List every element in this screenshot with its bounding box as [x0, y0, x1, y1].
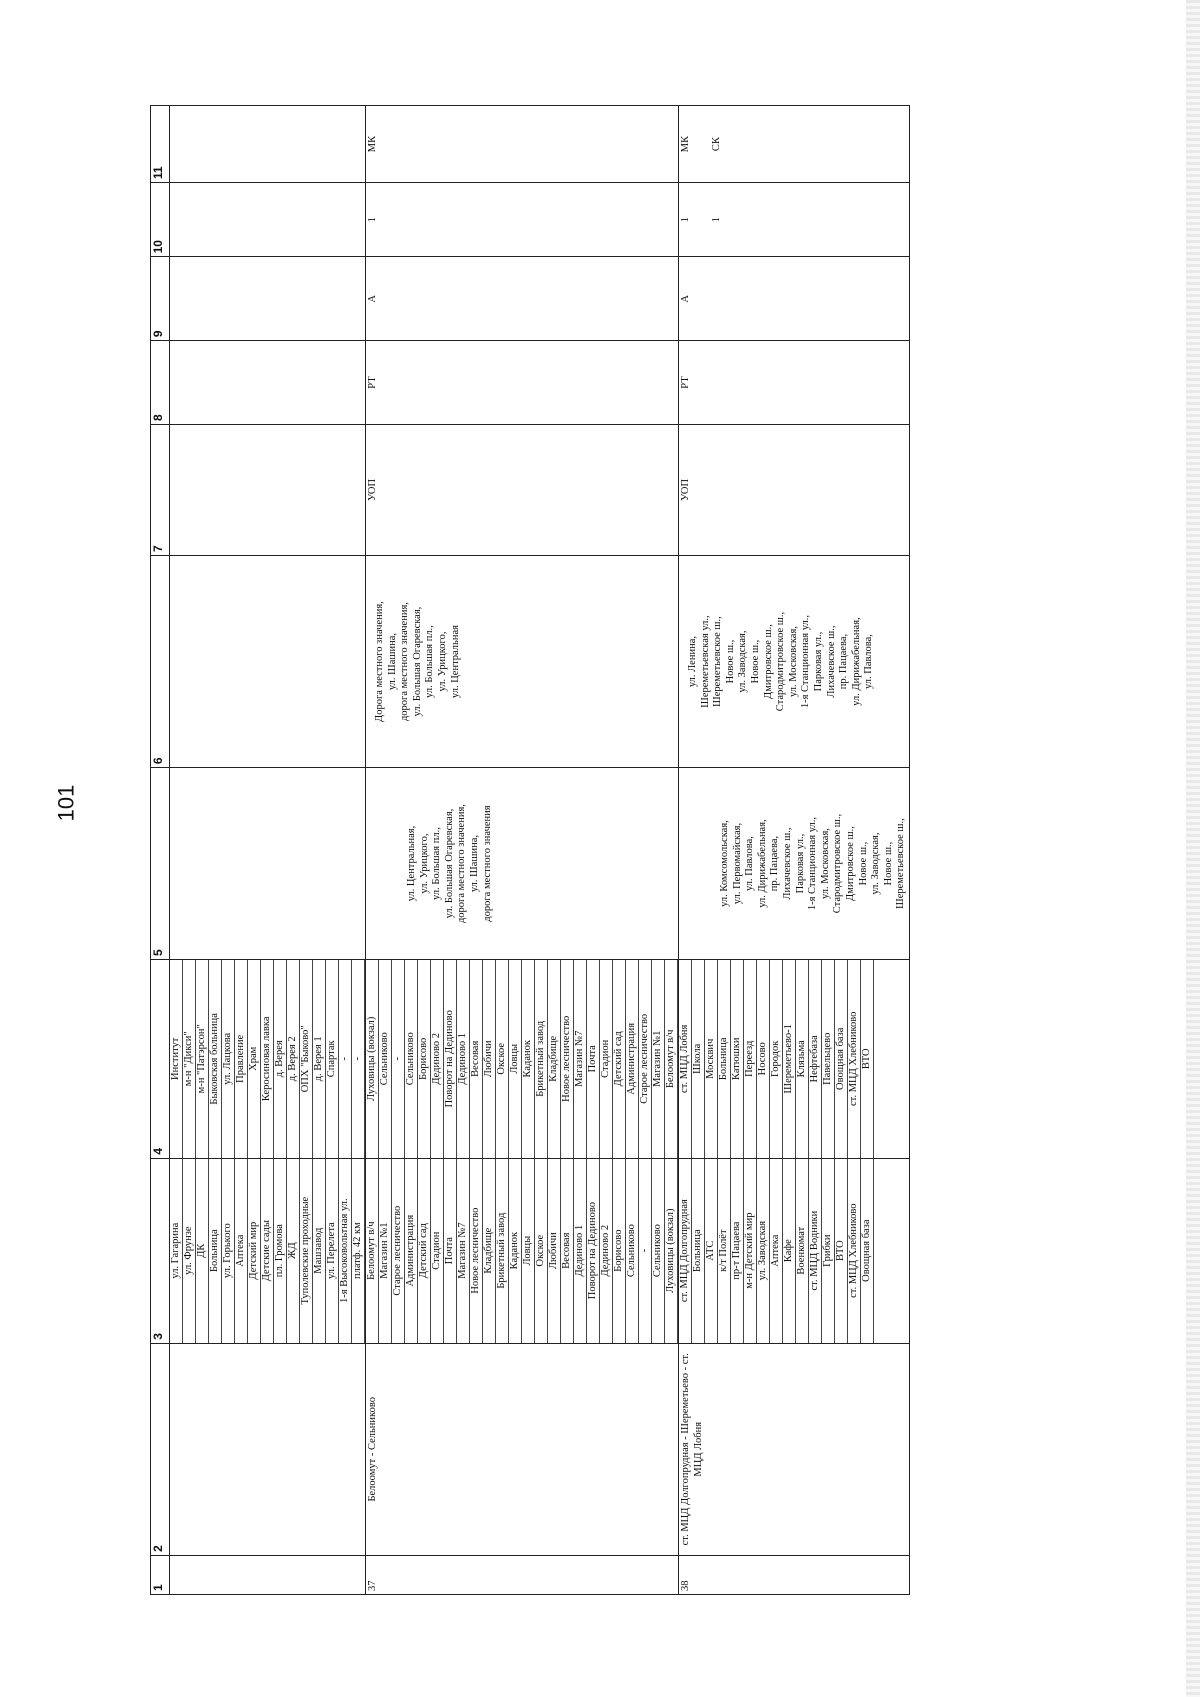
stop-name: Керосиновая лавка	[261, 960, 274, 1158]
col8-cell	[170, 341, 366, 425]
stop-name: Весовая	[561, 1159, 574, 1343]
stop-name: ул. Лацкова	[222, 960, 235, 1158]
stops-back-list	[679, 960, 874, 1158]
stop-name: ЖД	[287, 1159, 300, 1343]
stop-name: Брикетный завод	[535, 960, 548, 1158]
col10-cell	[170, 183, 366, 257]
page-number: 101	[53, 784, 79, 822]
stop-name: Поворот на Дединово	[587, 1159, 600, 1343]
street-name: Дорога местного значения,	[374, 601, 385, 722]
stop-name: Окское	[496, 960, 509, 1158]
streets-forward-cell	[366, 768, 679, 960]
street-name: Новое ш.,	[857, 841, 869, 886]
stop-name: 1-я Высоковольтная ул.	[339, 1159, 352, 1343]
street-name: ул. Московская,	[819, 828, 831, 900]
stop-name: м-н "Дикси"	[183, 960, 196, 1158]
street-name: Стародмитровское ш.,	[775, 611, 787, 712]
stop-name: д. Верея 1	[313, 960, 326, 1158]
header-col-2: 2	[151, 1343, 170, 1555]
stop-name: Школа	[692, 960, 705, 1158]
stop-name: Новое лесничество	[470, 1159, 483, 1343]
stop-name: Грибки	[822, 1159, 835, 1343]
stop-name: Носово	[757, 960, 770, 1158]
stop-name: Детский сад	[613, 960, 626, 1158]
stop-name: Больница	[209, 1159, 222, 1343]
stop-name: Кладбище	[483, 1159, 496, 1343]
stop-name: ст. МЦД Хлебниково	[848, 1159, 861, 1343]
stop-name: Стадион	[600, 960, 613, 1158]
stop-name: Нефтебаза	[809, 960, 822, 1158]
street-name: 1-я Станционная ул.,	[807, 816, 819, 911]
stop-name: м-н Детский мир	[744, 1159, 757, 1343]
col8-cell: РТ	[366, 341, 679, 425]
stop-name: ул. Заводская	[757, 1159, 770, 1343]
header-col-9: 9	[151, 257, 170, 341]
stop-name: Администрация	[626, 960, 639, 1158]
stop-name: Дединово 1	[457, 960, 470, 1158]
stops-back-list	[366, 960, 678, 1158]
header-col-8: 8	[151, 341, 170, 425]
col11-cell	[170, 106, 366, 183]
street-name: Дмитровское ш.,	[844, 826, 856, 901]
stop-name: Каданок	[522, 960, 535, 1158]
street-name: Парковая ул.,	[794, 833, 806, 894]
stop-name: Луховицы (вокзал)	[366, 960, 379, 1158]
street-name: ул. Дирижабельная,	[756, 819, 768, 908]
stop-name: Новое лесничество	[561, 960, 574, 1158]
stop-name: Поворот на Дединово	[444, 960, 457, 1158]
stop-name: ст. МЦД Хлебниково	[848, 960, 861, 1158]
route-number-cell	[170, 1555, 366, 1594]
street-name: ул. Дирижабельная,	[850, 617, 862, 706]
stop-name: Дединово 1	[574, 1159, 587, 1343]
rotated-table-container	[150, 105, 1135, 1595]
col10-value: 1	[680, 217, 691, 223]
street-name: Шереметьевская ул.,	[699, 615, 711, 708]
stop-name: Любичи	[483, 960, 496, 1158]
stop-name: Овощная база	[835, 960, 848, 1158]
col7-cell: УОП	[679, 424, 910, 555]
stop-name: -	[339, 960, 352, 1158]
street-name: ул. Центральная	[449, 625, 461, 699]
stop-name: Шереметьево-1	[783, 960, 796, 1158]
stop-name: Магазин №7	[574, 960, 587, 1158]
stop-name: Машзавод	[313, 1159, 326, 1343]
street-name: ул. Ленина,	[687, 636, 698, 688]
stop-name: Белоомут в/ч	[366, 1159, 379, 1343]
route-number-cell: 37	[366, 1555, 679, 1594]
col10-extra-value: 1	[710, 217, 722, 223]
street-name: 1-я Станционная ул.,	[800, 614, 812, 709]
street-name: ул. Урицкого,	[418, 833, 430, 894]
stop-name: Магазин №7	[457, 1159, 470, 1343]
stop-name: Военкомат	[796, 1159, 809, 1343]
stop-name: Любичи	[548, 1159, 561, 1343]
stop-name: Спартак	[326, 960, 339, 1158]
stop-name: Каданок	[509, 1159, 522, 1343]
street-name: Новое ш.,	[724, 639, 736, 684]
streets-forward-list	[719, 771, 908, 956]
streets-back-list	[374, 559, 462, 764]
header-col-7: 7	[151, 424, 170, 555]
stops-back-list	[170, 960, 365, 1158]
stop-name: Борисово	[613, 1159, 626, 1343]
street-name: ул. Шашина,	[386, 633, 398, 691]
stop-name: Ловцы	[509, 960, 522, 1158]
stop-name: д. Верея	[274, 960, 287, 1158]
stop-name: Городок	[770, 960, 783, 1158]
stop-name: Администрация	[405, 1159, 418, 1343]
street-name: пр. Пацаева,	[838, 633, 850, 690]
stop-name: Ловцы	[522, 1159, 535, 1343]
stop-name: Магазин №1	[379, 1159, 392, 1343]
street-name: дорога местного значения,	[456, 804, 468, 924]
stop-name: Весовая	[470, 960, 483, 1158]
stop-name: Белоомут в/ч	[665, 960, 678, 1158]
stop-name: Храм	[248, 960, 261, 1158]
stop-name: Правление	[235, 960, 248, 1158]
street-name: дорога местного значения	[481, 805, 493, 922]
street-name: Шереметьевское ш.,	[712, 616, 724, 707]
street-name: ул. Большая Огаревская,	[443, 808, 455, 919]
street-name: Дмитровское ш.,	[762, 624, 774, 699]
header-col-4: 4	[151, 959, 170, 1158]
stop-name: ст. МЦД Лобня	[679, 960, 692, 1158]
stop-name: Сельниково	[652, 1159, 665, 1343]
route-name-cell: ст. МЦД Долгопрудная - Шереметьево - ст. МЦД Лобня	[679, 1343, 910, 1555]
stop-name: Луховицы (вокзал)	[665, 1159, 678, 1343]
stop-name: Кафе	[783, 1159, 796, 1343]
streets-forward-list	[406, 771, 494, 956]
stop-name: ВТО	[861, 960, 874, 1158]
stop-name: -	[352, 960, 365, 1158]
stop-name: -	[639, 1159, 652, 1343]
street-name: ул. Первомайская,	[731, 822, 743, 905]
col11-cell	[679, 106, 910, 183]
street-name: Стародмитровское ш.,	[832, 813, 844, 914]
streets-back-cell	[170, 556, 366, 768]
col11-extra-value: СК	[710, 137, 722, 152]
table-body	[170, 106, 910, 1595]
route-name-cell	[170, 1343, 366, 1555]
stop-name: Сельниково	[379, 960, 392, 1158]
table-row	[679, 106, 910, 1595]
col7-cell	[170, 424, 366, 555]
stop-name: Брикетный завод	[496, 1159, 509, 1343]
street-name: ул. Заводская,	[870, 832, 882, 895]
stop-name: Москвич	[705, 960, 718, 1158]
street-name: Шереметьевское ш.,	[895, 818, 907, 909]
stop-name: ул. Горького	[222, 1159, 235, 1343]
stop-name: Больница	[718, 960, 731, 1158]
street-name: ул. Урицкого,	[436, 631, 448, 692]
stop-name: ст. МЦД Водники	[809, 1159, 822, 1343]
stop-name: Дединово 2	[600, 1159, 613, 1343]
header-col-6: 6	[151, 556, 170, 768]
stop-name: Почта	[587, 960, 600, 1158]
stop-name: м-н "Патэрсон"	[196, 960, 209, 1158]
street-name: ул. Большая пл.,	[431, 827, 443, 900]
col10-cell	[679, 183, 910, 257]
street-name: Новое ш.,	[882, 841, 894, 886]
street-name: ул. Павлова,	[744, 836, 756, 892]
stop-name: ул. Фрунзе	[183, 1159, 196, 1343]
stop-name: Клязьма	[796, 960, 809, 1158]
table-row	[366, 106, 679, 1595]
stop-name: Сельниково	[626, 1159, 639, 1343]
stops-forward-cell	[170, 1158, 366, 1343]
stops-back-cell	[366, 959, 679, 1158]
col11-value: МК	[680, 135, 691, 153]
stop-name: ул. Гагарина	[170, 1159, 183, 1343]
header-col-11: 11	[151, 106, 170, 183]
street-name: Новое ш.,	[749, 639, 761, 684]
street-name: Лихачевское ш.,	[781, 827, 793, 900]
col7-cell: УОП	[366, 424, 679, 555]
stop-name: Переезд	[744, 960, 757, 1158]
stop-name: ОПХ "Быково"	[300, 960, 313, 1158]
streets-forward-cell	[679, 768, 910, 960]
stops-forward-cell	[366, 1158, 679, 1343]
stops-forward-cell	[679, 1158, 910, 1343]
col11-cell: МК	[366, 106, 679, 183]
street-name: ул. Павлова,	[863, 634, 875, 690]
stop-name: Аптека	[235, 1159, 248, 1343]
stop-name: Сельниково	[405, 960, 418, 1158]
street-name: пр. Пацаева,	[769, 835, 781, 892]
street-name: Лихачевское ш.,	[825, 625, 837, 698]
col9-cell: А	[366, 257, 679, 341]
header-row	[151, 106, 170, 1595]
stops-forward-list	[679, 1159, 874, 1343]
table-row	[170, 106, 366, 1595]
street-name: ул. Комсомольская,	[719, 820, 730, 907]
stop-name: Детский мир	[248, 1159, 261, 1343]
stop-name: Быковская больница	[209, 960, 222, 1158]
stops-forward-list	[170, 1159, 365, 1343]
stop-name: Кладбище	[548, 960, 561, 1158]
stop-name: пл. Громова	[274, 1159, 287, 1343]
header-col-3: 3	[151, 1158, 170, 1343]
street-name: ул. Шашина,	[468, 834, 480, 893]
stop-name: Магазин №1	[652, 960, 665, 1158]
stop-name: -	[392, 960, 405, 1158]
stops-back-cell	[170, 959, 366, 1158]
col10-cell: 1	[366, 183, 679, 257]
route-number-cell: 38	[679, 1555, 910, 1594]
stop-name: Старое лесничество	[392, 1159, 405, 1343]
street-name: ул. Заводская,	[737, 630, 749, 693]
street-name: ул. Центральная,	[406, 825, 417, 902]
street-name: Парковая ул.,	[812, 631, 824, 692]
stop-name: Дединово 2	[431, 960, 444, 1158]
header-col-1: 1	[151, 1555, 170, 1594]
col9-cell	[170, 257, 366, 341]
stop-name: Стадион	[431, 1159, 444, 1343]
streets-back-cell	[679, 556, 910, 768]
header-col-5: 5	[151, 768, 170, 960]
stop-name: ст. МЦД Долгопрудная	[679, 1159, 692, 1343]
stop-name: Детский сад	[418, 1159, 431, 1343]
streets-forward-cell	[170, 768, 366, 960]
stop-name: ул. Перелета	[326, 1159, 339, 1343]
stop-name: ВТО	[835, 1159, 848, 1343]
stop-name: Больница	[692, 1159, 705, 1343]
stop-name: Окское	[535, 1159, 548, 1343]
stop-name: Почта	[444, 1159, 457, 1343]
stop-name: д. Верея 2	[287, 960, 300, 1158]
street-name: ул. Большая Огаревская,	[411, 606, 423, 717]
stop-name: Борисово	[418, 960, 431, 1158]
col8-cell: РТ	[679, 341, 910, 425]
col9-cell: А	[679, 257, 910, 341]
header-col-10: 10	[151, 183, 170, 257]
stop-name: Аптека	[770, 1159, 783, 1343]
street-name: ул. Московская,	[787, 626, 799, 698]
stop-name: Детские сады	[261, 1159, 274, 1343]
route-name-cell: Белоомут - Сельниково	[366, 1343, 679, 1555]
streets-back-cell	[366, 556, 679, 768]
stop-name: Павельцево	[822, 960, 835, 1158]
street-name: ул. Большая пл.,	[424, 625, 436, 698]
stop-name: Старое лесничество	[639, 960, 652, 1158]
stop-name: к/т Полёт	[718, 1159, 731, 1343]
street-name: дорога местного значения,	[399, 602, 411, 722]
stop-name: платф. 42 км	[352, 1159, 365, 1343]
stop-name: Институт	[170, 960, 183, 1158]
stop-name: пр-т Пацаева	[731, 1159, 744, 1343]
stop-name: Овощная база	[861, 1159, 874, 1343]
stops-back-cell	[679, 959, 910, 1158]
scan-edge	[1186, 0, 1200, 1697]
stops-forward-list	[366, 1159, 678, 1343]
stop-name: ДК	[196, 1159, 209, 1343]
routes-table	[150, 105, 910, 1595]
stop-name: Туполевские проходные	[300, 1159, 313, 1343]
stop-name: АТС	[705, 1159, 718, 1343]
streets-back-list	[687, 559, 876, 764]
stop-name: Катюшки	[731, 960, 744, 1158]
